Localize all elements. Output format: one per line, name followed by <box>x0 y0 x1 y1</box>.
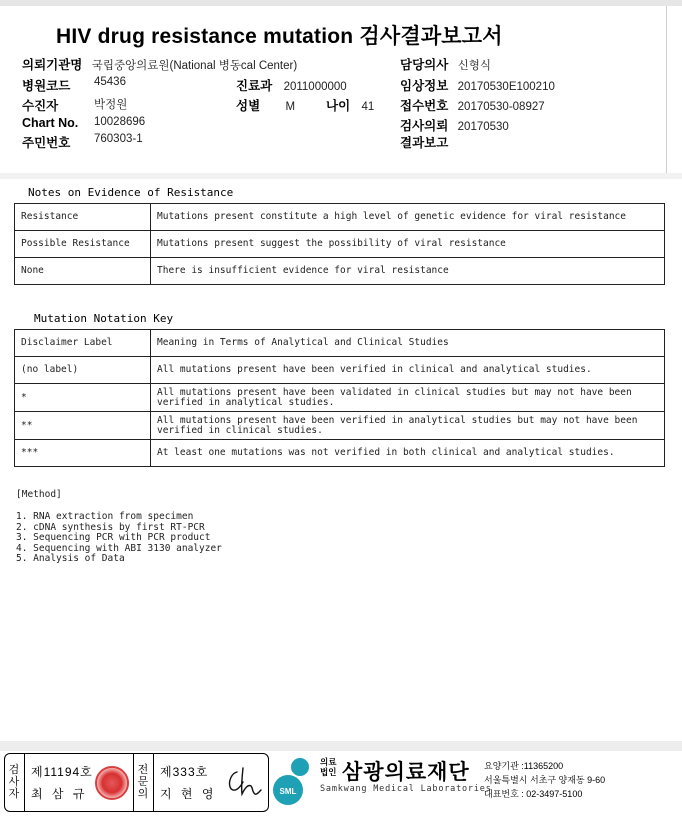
age-value: 41 <box>361 101 375 113</box>
method-step: 3. Sequencing PCR with PCR product <box>16 532 211 543</box>
table-row <box>15 412 665 440</box>
age-label: 나이 <box>326 99 351 113</box>
notation-label: (no label) <box>15 357 151 384</box>
doctor-value: 신형식 <box>457 60 491 72</box>
doctor-label: 담당의사 <box>400 58 449 72</box>
institution-value: 국립중앙의료원(National 병동cal Center) <box>91 60 298 72</box>
notation-table <box>14 329 665 467</box>
clinical-info-label: 임상정보 <box>400 79 449 93</box>
notation-text: Meaning in Terms of Analytical and Clinical Studies <box>151 330 665 357</box>
method-heading: [Method] <box>16 489 62 500</box>
notation-heading: Mutation Notation Key <box>34 312 174 325</box>
method-step: 5. Analysis of Data <box>16 553 125 564</box>
table-row <box>15 330 665 357</box>
logo-text: SML <box>279 787 297 796</box>
ward-code-row <box>22 76 126 94</box>
method-step: 4. Sequencing with ABI 3130 analyzer <box>16 542 222 554</box>
header-separator <box>0 173 682 179</box>
method-step: 2. cDNA synthesis by first RT-PCR <box>16 521 205 533</box>
sml-logo <box>270 756 314 806</box>
table-row <box>15 231 665 258</box>
table-row <box>15 258 665 285</box>
result-report-row <box>400 133 454 151</box>
sex-row <box>236 96 295 114</box>
notation-text: All mutations present have been verified in clinical and analytical studies. <box>151 357 665 384</box>
table-row <box>15 357 665 384</box>
test-request-label: 검사의뢰 <box>400 119 449 133</box>
sex-value: M <box>285 101 296 113</box>
inspector-name: 최 삼 규 <box>31 787 88 801</box>
department-label: 진료과 <box>236 79 273 93</box>
right-border <box>666 6 667 174</box>
patient-row <box>22 96 128 114</box>
divider <box>24 754 25 811</box>
table-row <box>15 204 665 231</box>
evidence-text: Mutations present suggest the possibility of viral resistance <box>151 231 665 258</box>
specialist-number: 제333호 <box>160 765 209 779</box>
org-english: Samkwang Medical Laboratories <box>320 784 492 794</box>
notation-label: *** <box>15 440 151 467</box>
clinical-info-value: 20170530E100210 <box>457 81 555 93</box>
evidence-text: There is insufficient evidence for viral resistance <box>151 258 665 285</box>
specialist-name: 지 현 영 <box>160 787 217 801</box>
department-row <box>236 76 347 94</box>
signature-box <box>4 753 269 812</box>
sex-label: 성별 <box>236 99 261 113</box>
facility-code: 요양기관 :11365200 <box>484 761 564 771</box>
department-value: 2011000000 <box>283 81 347 93</box>
notation-label: Disclaimer Label <box>15 330 151 357</box>
method-step: 1. RNA extraction from specimen <box>16 511 194 522</box>
patient-value: 박정원 <box>94 99 128 111</box>
chart-label: Chart No. <box>22 116 79 130</box>
report-title: HIV drug resistance mutation 검사결과보고서 <box>56 25 503 48</box>
divider <box>153 754 154 811</box>
resident-label: 주민번호 <box>22 136 71 150</box>
notation-text: At least one mutations was not verified in both clinical and analytical studies. <box>151 440 665 467</box>
test-request-value: 20170530 <box>457 121 509 133</box>
inspector-vertical-label: 검사자 <box>8 764 20 800</box>
org-prefix-2: 법인 <box>320 767 337 777</box>
specialist-vertical-label: 전문의 <box>137 764 149 800</box>
phone: 대표번호 : 02-3497-5100 <box>484 789 583 799</box>
age-row <box>326 96 374 114</box>
test-request-row <box>400 116 509 134</box>
footer-bar <box>0 741 682 751</box>
result-report-label: 결과보고 <box>400 136 449 150</box>
table-row <box>15 384 665 412</box>
ward-code-label: 병원코드 <box>22 79 71 93</box>
resident-row <box>22 133 143 151</box>
evidence-label: Resistance <box>15 204 151 231</box>
notation-label: * <box>15 384 151 412</box>
inspector-seal-stamp <box>95 766 129 800</box>
org-prefix-1: 의료 <box>320 757 337 767</box>
receipt-row <box>400 96 545 114</box>
institution-label: 의뢰기관명 <box>22 58 83 72</box>
notation-text: All mutations present have been validated in clinical studies but may not have been verified in analytical studies. <box>151 384 665 412</box>
divider <box>133 754 134 811</box>
notation-text: All mutations present have been verified in analytical studies but may not have been verified in clinical studies. <box>151 412 665 440</box>
patient-label: 수진자 <box>22 99 59 113</box>
notation-label: ** <box>15 412 151 440</box>
doctor-row <box>400 55 491 73</box>
evidence-table <box>14 203 665 285</box>
org-name: 삼광의료재단 <box>342 761 470 784</box>
evidence-label: None <box>15 258 151 285</box>
receipt-label: 접수번호 <box>400 99 449 113</box>
chart-row <box>22 116 146 130</box>
ward-code-value: 45436 <box>94 76 126 88</box>
inspector-number: 제11194호 <box>31 765 93 779</box>
chart-value: 10028696 <box>94 116 146 128</box>
institution-row <box>22 55 297 73</box>
logo-dot-large <box>291 758 309 776</box>
specialist-signature <box>223 764 263 800</box>
evidence-label: Possible Resistance <box>15 231 151 258</box>
evidence-heading: Notes on Evidence of Resistance <box>28 186 234 199</box>
resident-value: 760303-1 <box>94 133 143 145</box>
table-row <box>15 440 665 467</box>
receipt-value: 20170530-08927 <box>457 101 545 113</box>
top-strip <box>0 0 682 6</box>
evidence-text: Mutations present constitute a high level of genetic evidence for viral resistance <box>151 204 665 231</box>
clinical-info-row <box>400 76 555 94</box>
address: 서울특별시 서초구 양재동 9-60 <box>484 775 606 785</box>
